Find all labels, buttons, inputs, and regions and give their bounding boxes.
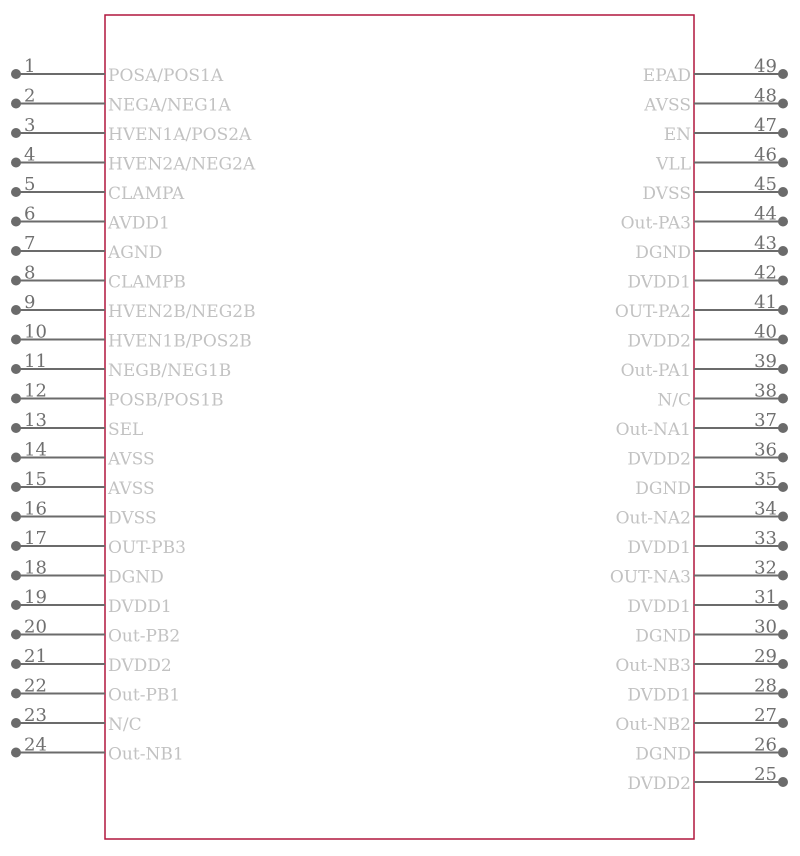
pin-name: OUT-PB3 (108, 538, 186, 558)
pin-terminal-dot (778, 128, 788, 138)
pin-number: 13 (24, 410, 47, 431)
pin-name: OUT-PA2 (614, 302, 691, 322)
pin-name: Out-PB1 (108, 685, 181, 706)
right-pin-42 (627, 263, 788, 293)
pin-number: 45 (754, 174, 777, 195)
pin-name: NEGA/NEG1A (108, 95, 231, 116)
pin-terminal-dot (778, 512, 788, 522)
pin-terminal-dot (11, 423, 21, 433)
right-pin-30 (635, 617, 788, 647)
pin-name: SEL (108, 420, 144, 440)
pin-number: 24 (24, 734, 47, 756)
pin-number: 32 (754, 557, 777, 579)
pin-terminal-dot (11, 689, 21, 699)
right-pin-41 (615, 292, 788, 322)
pin-number: 10 (24, 321, 47, 343)
pin-number: 2 (24, 85, 36, 107)
left-pin-8 (11, 263, 186, 293)
pin-terminal-dot (11, 246, 21, 256)
pin-terminal-dot (11, 128, 21, 138)
pin-terminal-dot (778, 453, 788, 463)
pin-name: DGND (108, 567, 164, 588)
pin-terminal-dot (11, 600, 21, 610)
pin-terminal-dot (11, 659, 21, 669)
right-pin-35 (635, 469, 788, 499)
pin-terminal-dot (778, 777, 788, 787)
right-pin-33 (627, 528, 788, 558)
pin-terminal-dot (778, 335, 788, 345)
right-pin-29 (615, 646, 788, 676)
right-pin-36 (627, 440, 788, 470)
pin-terminal-dot (11, 541, 21, 551)
pin-terminal-dot (778, 571, 788, 581)
pin-number: 5 (24, 174, 36, 195)
pin-name: CLAMPB (108, 272, 186, 293)
pin-name: DVSS (108, 508, 157, 529)
left-pin-14 (11, 440, 155, 470)
pin-name: AVSS (108, 449, 155, 470)
pin-name: HVEN1A/POS2A (108, 125, 252, 145)
right-pin-34 (616, 499, 788, 529)
pin-name: VLL (656, 154, 691, 175)
pin-name: DVSS (642, 184, 691, 204)
pin-terminal-dot (778, 276, 788, 286)
left-pin-4 (11, 145, 256, 175)
pin-number: 46 (754, 144, 777, 166)
pin-name: AVSS (644, 95, 691, 116)
pin-terminal-dot (778, 187, 788, 197)
pin-name: POSA/POS1A (108, 66, 224, 86)
pin-number: 23 (24, 705, 47, 726)
pin-number: 25 (754, 764, 777, 785)
pin-name: DVDD1 (627, 538, 691, 558)
pin-name: HVEN2A/NEG2A (108, 154, 256, 175)
pin-name: DVDD2 (627, 449, 691, 470)
pin-terminal-dot (11, 187, 21, 197)
pin-number: 9 (24, 292, 36, 313)
pin-number: 19 (24, 587, 47, 608)
pin-name: Out-NB2 (615, 715, 691, 735)
pin-terminal-dot (11, 99, 21, 109)
left-pin-2 (11, 86, 232, 116)
pin-name: OUT-NA3 (609, 567, 691, 588)
right-pin-40 (627, 322, 788, 352)
pin-name: Out-NA1 (615, 420, 691, 440)
pin-number: 14 (24, 439, 47, 461)
pin-terminal-dot (778, 99, 788, 109)
left-pin-9 (11, 292, 256, 322)
pin-terminal-dot (778, 748, 788, 758)
pin-terminal-dot (778, 630, 788, 640)
pin-terminal-dot (778, 364, 788, 374)
pin-terminal-dot (11, 69, 21, 79)
pin-terminal-dot (778, 541, 788, 551)
left-pin-13 (11, 410, 143, 440)
pin-terminal-dot (778, 659, 788, 669)
pin-name: AVSS (108, 479, 155, 499)
pin-name: Out-NB3 (615, 656, 691, 676)
pin-number: 38 (754, 380, 777, 402)
pin-terminal-dot (778, 217, 788, 227)
pin-terminal-dot (778, 600, 788, 610)
left-pin-15 (11, 469, 155, 499)
pin-name: DGND (635, 626, 691, 647)
right-pin-44 (621, 204, 788, 234)
pin-number: 17 (24, 528, 47, 549)
pin-terminal-dot (11, 748, 21, 758)
left-pin-10 (11, 322, 252, 352)
pin-name: NEGB/NEG1B (108, 361, 232, 381)
pin-name: DGND (635, 744, 691, 765)
right-pin-32 (610, 558, 788, 588)
pin-number: 36 (754, 439, 777, 461)
left-pin-16 (11, 499, 157, 529)
pin-name: DVDD2 (108, 656, 172, 676)
left-pin-6 (11, 204, 170, 234)
pin-name: Out-PB2 (108, 626, 181, 647)
pin-terminal-dot (778, 158, 788, 168)
pin-terminal-dot (778, 305, 788, 315)
pin-terminal-dot (11, 718, 21, 728)
pin-number: 42 (754, 262, 777, 284)
pin-number: 18 (24, 557, 47, 579)
pin-name: Out-NA2 (615, 508, 691, 529)
left-pin-1 (11, 56, 224, 86)
left-pin-24 (11, 735, 184, 765)
left-pin-5 (11, 174, 185, 204)
pin-number: 40 (754, 321, 777, 343)
right-pin-37 (616, 410, 788, 440)
pin-number: 31 (754, 587, 777, 608)
pin-terminal-dot (778, 394, 788, 404)
pin-name: Out-PA3 (620, 213, 691, 234)
left-pin-18 (11, 558, 164, 588)
pin-terminal-dot (778, 423, 788, 433)
pin-name: EPAD (642, 66, 691, 86)
pin-name: DVDD2 (627, 331, 691, 352)
right-pin-46 (655, 145, 788, 175)
pin-number: 27 (754, 705, 777, 726)
pin-name: N/C (657, 390, 691, 411)
pin-number: 4 (24, 144, 36, 166)
right-pin-25 (627, 764, 788, 794)
pin-number: 48 (754, 85, 777, 107)
pin-terminal-dot (11, 394, 21, 404)
pin-number: 15 (24, 469, 47, 490)
pin-number: 33 (754, 528, 777, 549)
right-pin-45 (642, 174, 788, 204)
pin-number: 43 (754, 233, 777, 254)
pin-number: 49 (754, 56, 777, 77)
pin-number: 39 (754, 351, 777, 372)
pin-terminal-dot (11, 364, 21, 374)
left-pin-17 (11, 528, 186, 558)
pin-number: 37 (754, 410, 777, 431)
pin-name: DVDD1 (627, 597, 691, 617)
pin-terminal-dot (778, 689, 788, 699)
left-pin-23 (11, 705, 142, 735)
right-pin-26 (635, 735, 788, 765)
left-pin-3 (11, 115, 252, 145)
pin-name: DVDD2 (627, 774, 691, 794)
pin-name: DVDD1 (627, 685, 691, 706)
pin-number: 26 (754, 734, 777, 756)
left-pin-20 (11, 617, 180, 647)
pin-number: 30 (754, 616, 777, 638)
pin-terminal-dot (11, 453, 21, 463)
pin-terminal-dot (11, 512, 21, 522)
pin-number: 1 (24, 56, 36, 77)
pin-terminal-dot (11, 335, 21, 345)
pin-terminal-dot (11, 217, 21, 227)
right-pin-38 (657, 381, 788, 411)
pin-number: 7 (24, 233, 36, 254)
pin-number: 3 (24, 115, 36, 136)
pin-number: 28 (754, 675, 777, 697)
right-pin-28 (627, 676, 788, 706)
left-pin-22 (11, 676, 180, 706)
pin-number: 35 (754, 469, 777, 490)
pin-name: EN (663, 125, 691, 145)
pin-terminal-dot (11, 482, 21, 492)
pin-name: Out-PA1 (620, 361, 691, 381)
right-pin-47 (664, 115, 788, 145)
pin-number: 22 (24, 675, 47, 697)
right-pin-39 (621, 351, 788, 381)
pin-number: 11 (24, 351, 47, 372)
pin-name: HVEN2B/NEG2B (108, 302, 256, 322)
right-pin-43 (635, 233, 788, 263)
pin-number: 47 (754, 115, 777, 136)
pin-name: N/C (108, 715, 142, 735)
pin-terminal-dot (778, 69, 788, 79)
pin-number: 8 (24, 262, 36, 284)
right-pin-27 (615, 705, 788, 735)
pin-number: 21 (24, 646, 47, 667)
pin-number: 16 (24, 498, 47, 520)
pin-number: 41 (754, 292, 777, 313)
left-pin-21 (11, 646, 172, 676)
pin-name: DGND (635, 243, 691, 263)
pin-name: CLAMPA (108, 184, 185, 204)
pin-name: HVEN1B/POS2B (108, 331, 252, 352)
left-pin-11 (11, 351, 231, 381)
pin-name: DVDD1 (627, 272, 691, 293)
left-pin-12 (11, 381, 224, 411)
pin-name: DGND (635, 479, 691, 499)
left-pin-19 (11, 587, 172, 617)
pin-terminal-dot (11, 158, 21, 168)
right-pin-group (610, 56, 788, 794)
pin-name: Out-NB1 (108, 744, 184, 765)
right-pin-49 (643, 56, 788, 86)
pin-number: 12 (24, 380, 47, 402)
pin-terminal-dot (11, 571, 21, 581)
pin-number: 34 (754, 498, 777, 520)
left-pin-group (11, 56, 256, 765)
pin-name: AVDD1 (108, 213, 170, 234)
right-pin-48 (643, 86, 788, 116)
pin-terminal-dot (11, 305, 21, 315)
pin-number: 6 (24, 203, 36, 225)
pin-terminal-dot (778, 718, 788, 728)
pin-name: DVDD1 (108, 597, 172, 617)
pin-number: 29 (754, 646, 777, 667)
right-pin-31 (627, 587, 788, 617)
pin-name: AGND (108, 243, 163, 263)
pin-terminal-dot (11, 630, 21, 640)
pin-number: 44 (754, 203, 777, 225)
pin-number: 20 (24, 616, 47, 638)
pin-name: POSB/POS1B (108, 390, 224, 411)
left-pin-7 (11, 233, 162, 263)
pin-terminal-dot (778, 482, 788, 492)
pin-terminal-dot (11, 276, 21, 286)
pin-terminal-dot (778, 246, 788, 256)
